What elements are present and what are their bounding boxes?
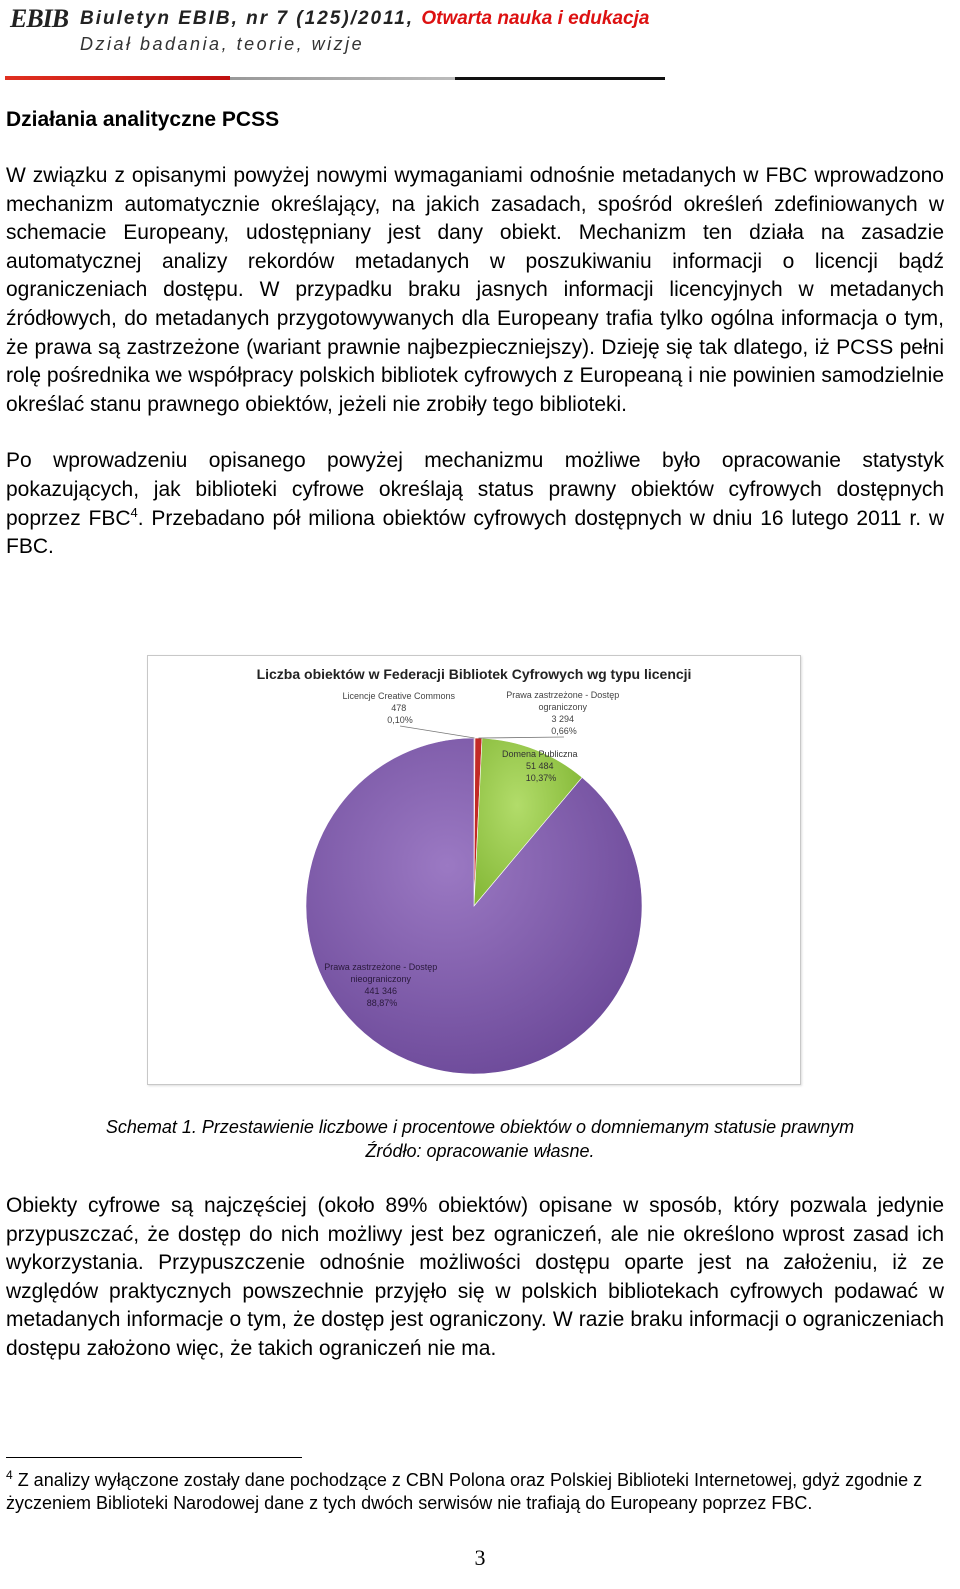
paragraph-3: Obiekty cyfrowe są najczęściej (około 89% obiektów) opisane w sposób, który pozwala jedynie przypuszczać, że dostęp do nich możliwy jest bez ograniczeń, ale nie określono wprost zasad ich wykorzystania. Przypuszczenie odnośnie możliwości dostępu oparte jest na założeniu, iż ze względów praktycznych powszechnie przyjęło się w polskich bibliotekach cyfrowych podawać w metadanych informacje o tym, że dostęp jest ograniczony. W razie braku informacji o ograniczeniach dostępu założono więc, że takich ograniczeń nie ma. bbox=[6, 1194, 944, 1360]
label-pd-value: 51 484 bbox=[525, 761, 554, 771]
page-number: 3 bbox=[474, 1545, 486, 1570]
label-pd-name: Domena Publiczna bbox=[501, 749, 578, 759]
article-body bbox=[6, 106, 944, 590]
label-cc-percent: 0,10% bbox=[387, 715, 413, 725]
footnote-ref[interactable]: 4 bbox=[130, 504, 138, 520]
pie-chart-figure bbox=[147, 655, 801, 1085]
ebib-logo: EBIB bbox=[10, 4, 69, 33]
section-title: Działania analityczne PCSS bbox=[6, 108, 280, 131]
footnote-separator bbox=[6, 1457, 302, 1458]
label-ogr-name2: ograniczony bbox=[538, 702, 588, 712]
label-nieogr-name: Prawa zastrzeżone - Dostęp bbox=[324, 962, 438, 972]
footnote-number: 4 bbox=[6, 1468, 13, 1482]
figure-source: Źródło: opracowanie własne. bbox=[365, 1141, 595, 1161]
figure-caption: Schemat 1. Przestawienie liczbowe i procentowe obiektów o domniemanym statusie prawnym bbox=[105, 1117, 855, 1137]
article-body-continued bbox=[6, 1192, 944, 1392]
label-cc-name: Licencje Creative Commons bbox=[342, 691, 456, 701]
journal-issue: Biuletyn EBIB, nr 7 (125)/2011, bbox=[80, 8, 415, 29]
label-cc-value: 478 bbox=[391, 703, 407, 713]
header-rule-grey bbox=[230, 77, 455, 80]
label-nieogr-percent: 88,87% bbox=[366, 998, 398, 1008]
journal-title bbox=[80, 8, 649, 30]
page-header bbox=[0, 0, 960, 90]
footnote-text: Z analizy wyłączone zostały dane pochodzące z CBN Polona oraz Polskiej Biblioteki Internetowej, gdyż zgodnie z życzeniem Biblioteki Narodowej dane z tych dwóch serwisów nie trafiają do Europeany poprzez FBC. bbox=[6, 1470, 923, 1513]
header-rule-red bbox=[5, 76, 230, 80]
leader-line-cc bbox=[400, 726, 475, 738]
paragraph-2-text-b: . Przebadano pół miliona obiektów cyfrowych dostępnych w dniu 16 lutego 2011 r. w FBC. bbox=[6, 506, 945, 559]
slice-label-ogr bbox=[506, 690, 622, 736]
label-ogr-value: 3 294 bbox=[551, 714, 575, 724]
label-pd-percent: 10,37% bbox=[525, 773, 557, 783]
footnote bbox=[6, 1469, 944, 1515]
label-ogr-percent: 0,66% bbox=[551, 726, 577, 736]
header-rule-black bbox=[455, 77, 665, 80]
label-nieogr-name2: nieograniczony bbox=[350, 974, 412, 984]
pie-slice-nieogr bbox=[306, 738, 642, 1074]
chart-title: Liczba obiektów w Federacji Bibliotek Cyfrowych wg typu licencji bbox=[256, 666, 692, 682]
slice-label-cc bbox=[342, 691, 457, 725]
label-nieogr-value: 441 346 bbox=[364, 986, 398, 996]
label-ogr-name: Prawa zastrzeżone - Dostęp bbox=[506, 690, 620, 700]
paragraph-1: W związku z opisanymi powyżej nowymi wymaganiami odnośnie metadanych w FBC wprowadzono mechanizm automatycznie określający, na jakich zasadach, spośród określeń zdefiniowanych w schemacie Europeany, udostępniany jest dany obiekt. Mechanizm ten działa na zasadzie automatycznej analizy rekordów metadanych w poszukiwaniu informacji o licencji bądź ograniczeniach dostępu. W przypadku braku jasnych informacji licencyjnych w metadanych źródłowych, do metadanych przygotowywanych dla Europeany trafia tylko ogólna informacja o tym, że prawa są zastrzeżone (wariant prawnie najbezpieczniejszy). Dzieję się tak dlatego, iż PCSS pełni rolę pośrednika we współpracy polskich bibliotek cyfrowych z Europeaną i nie powinien samodzielnie określać stanu prawnego obiektów, jeżeli nie zrobiły tego biblioteki. bbox=[6, 164, 944, 416]
issue-theme: Otwarta nauka i edukacja bbox=[421, 8, 650, 29]
paragraph-2-text-a: Po wprowadzeniu opisanego powyżej mechanizmu możliwe było opracowanie statystyk pokazujących, jak biblioteki cyfrowe określają status prawny obiektów cyfrowych dostępnych poprzez FBC bbox=[6, 449, 944, 530]
section-name: Dział badania, teorie, wizje bbox=[80, 34, 365, 54]
paragraph-2 bbox=[6, 447, 944, 561]
pie-chart bbox=[148, 656, 800, 1084]
leader-line-ogr bbox=[479, 737, 564, 738]
